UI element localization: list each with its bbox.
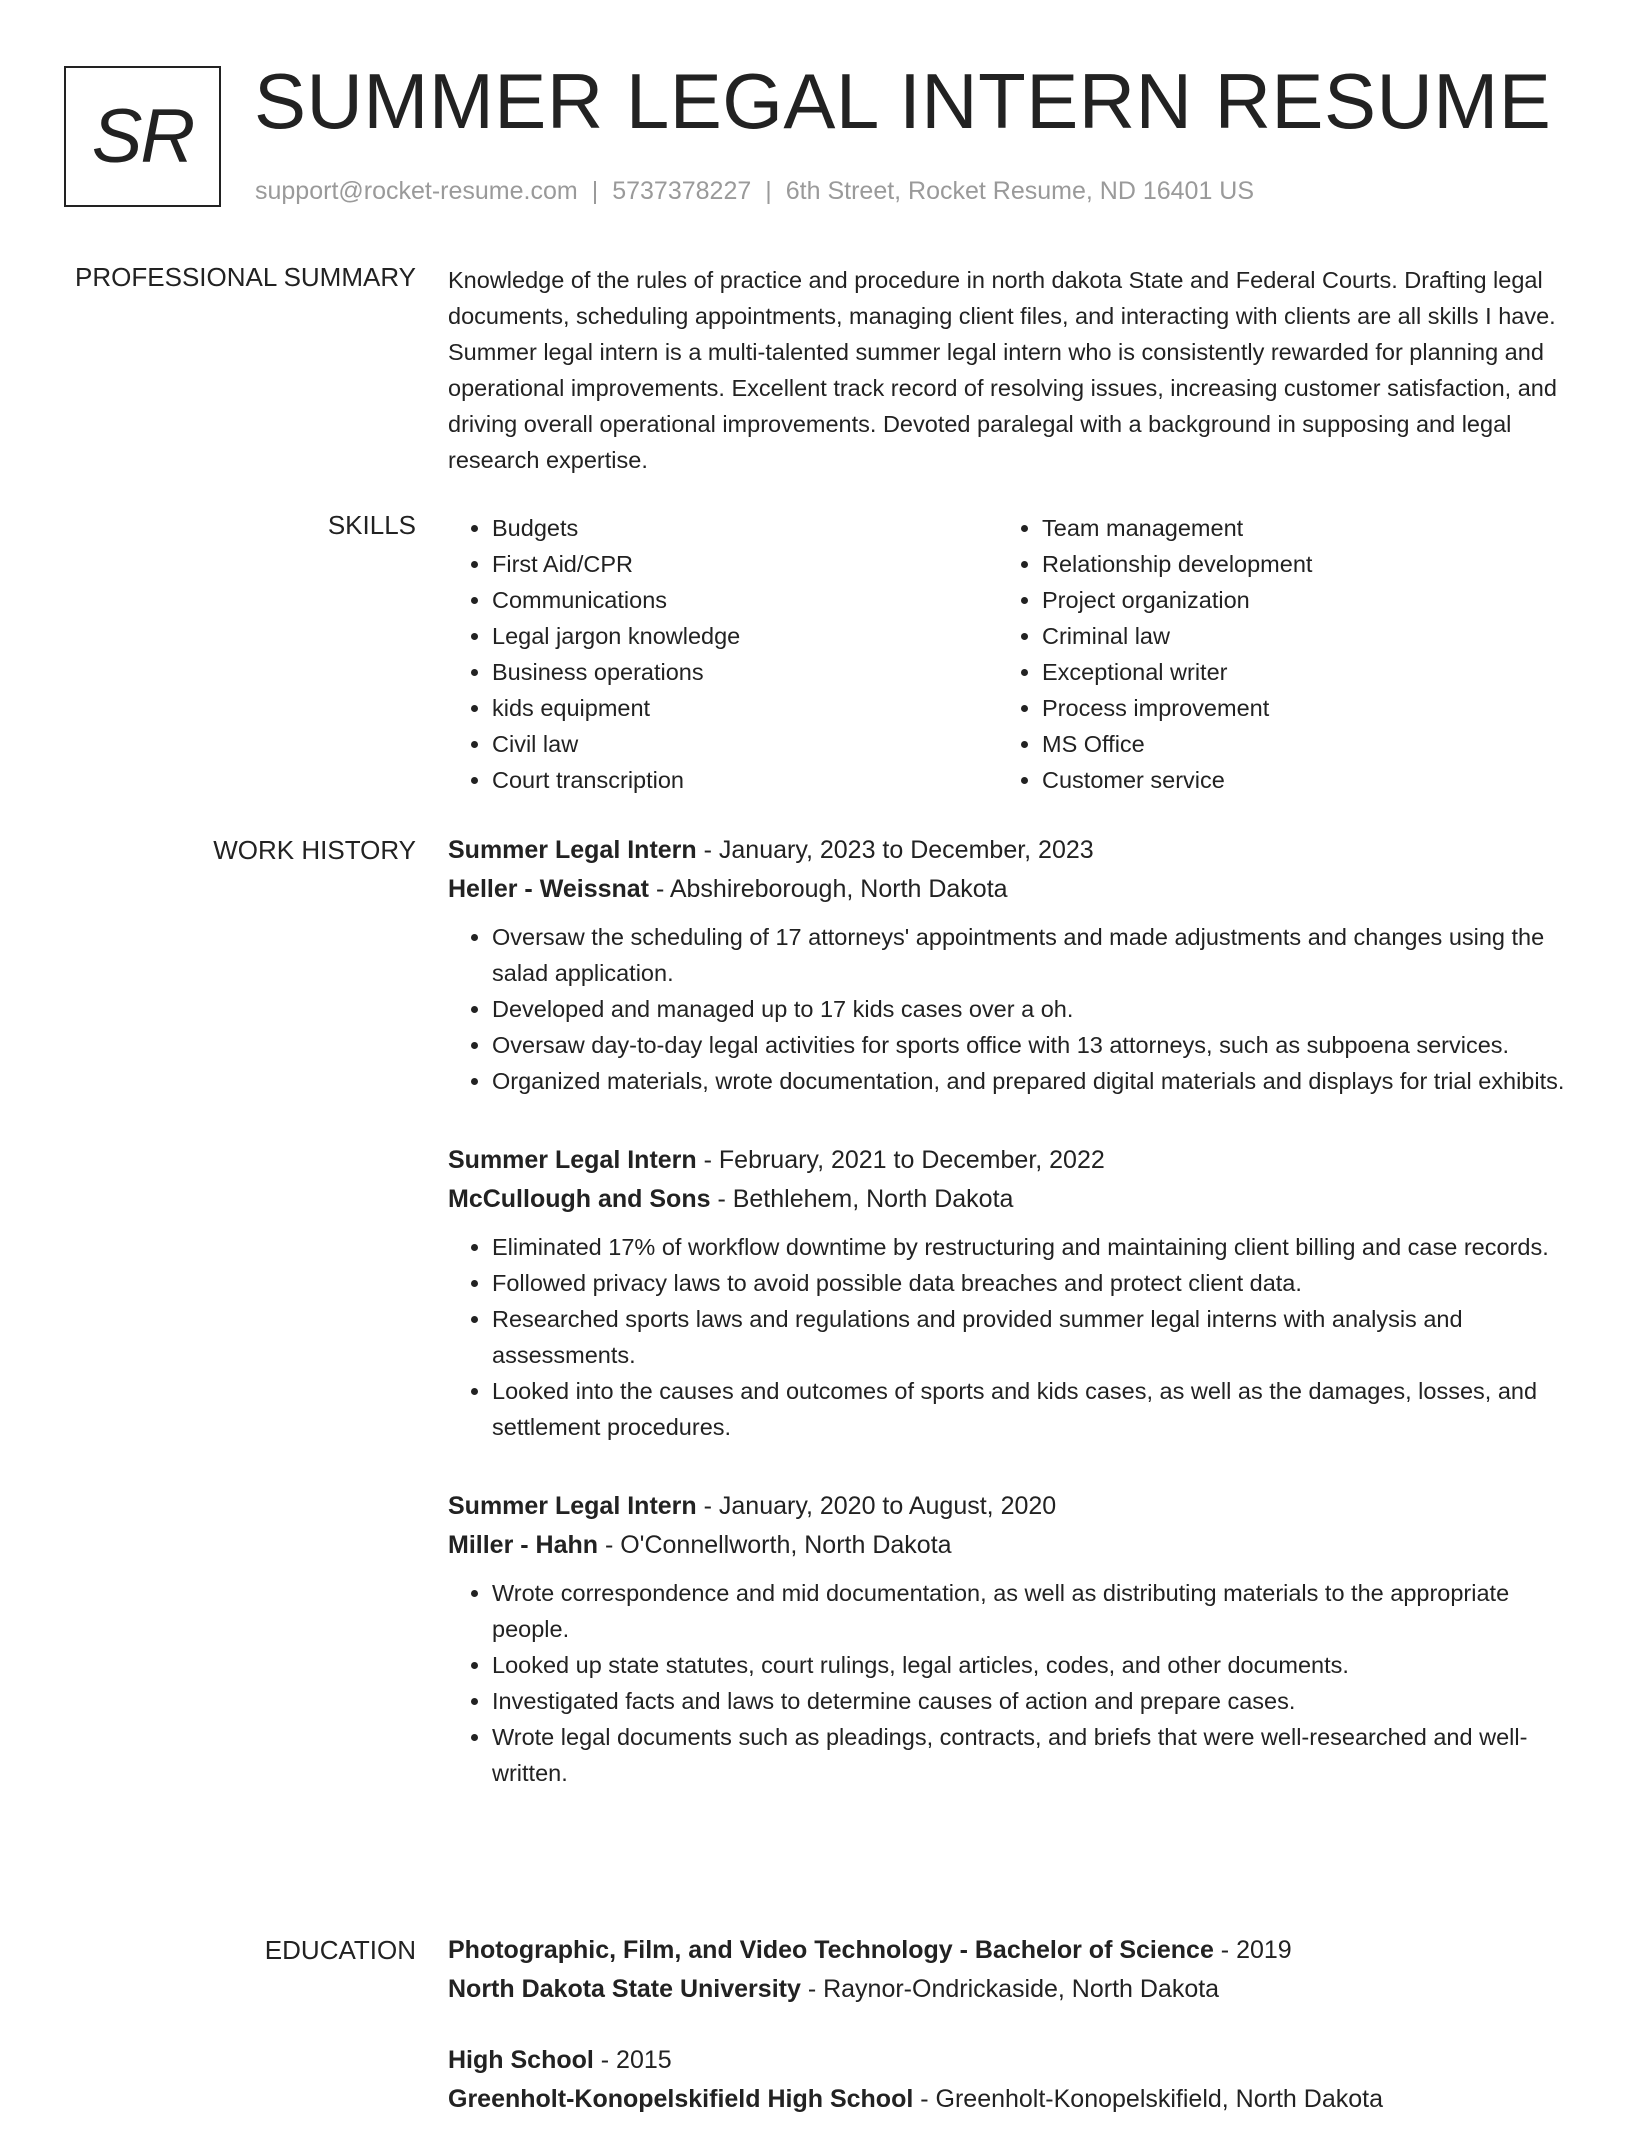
job-bullet: • Investigated facts and laws to determine causes of action and prepare cases. [492,1683,1568,1719]
skill-item: • Process improvement [1042,690,1548,726]
skill-item: • kids equipment [492,690,998,726]
job-bullet: • Wrote legal documents such as pleadings, contracts, and briefs that were well-researched and well-written. [492,1719,1568,1791]
skill-item: • Business operations [492,654,998,690]
job-bullets [448,919,1568,1099]
skills-list-right [998,510,1548,798]
job-bullet: • Eliminated 17% of workflow downtime by restructuring and maintaining client billing and case records. [492,1229,1568,1265]
skill-item: • Project organization [1042,582,1548,618]
job-entry [448,831,1568,1099]
skill-item: • Customer service [1042,762,1548,798]
job-title-line [448,831,1568,870]
section-label-skills: SKILLS [327,510,416,540]
education-entry [448,2041,1568,2119]
skill-item: • Civil law [492,726,998,762]
education-entry [448,1931,1568,2009]
education-school: North Dakota State University [448,1975,801,2003]
job-location: - Abshireborough, North Dakota [649,875,1008,903]
section-label-education: EDUCATION [264,1935,416,1965]
job-location: - O'Connellworth, North Dakota [598,1531,952,1559]
education-school-line [448,1970,1568,2009]
job-company-line [448,870,1568,909]
job-entry [448,1487,1568,1791]
job-company-line [448,1526,1568,1565]
skill-item: • Legal jargon knowledge [492,618,998,654]
job-bullet: • Oversaw day-to-day legal activities for sports office with 13 attorneys, such as subpoena services. [492,1027,1568,1063]
skill-item: • Exceptional writer [1042,654,1548,690]
section-label-summary: PROFESSIONAL SUMMARY [75,262,416,292]
page-title: SUMMER LEGAL INTERN RESUME [254,57,1552,145]
job-company: Heller - Weissnat [448,875,650,903]
job-title-line [448,1141,1568,1180]
job-bullet: • Developed and managed up to 17 kids cases over a oh. [492,991,1568,1027]
job-bullet: • Looked into the causes and outcomes of sports and kids cases, as well as the damages, losses, and settlement procedures. [492,1373,1568,1445]
skill-item: • Communications [492,582,998,618]
education-year: - 2019 [1213,1936,1292,1964]
contact-address: 6th Street, Rocket Resume, ND 16401 US [785,177,1255,205]
section-label-work: WORK HISTORY [213,835,416,865]
job-location: - Bethlehem, North Dakota [710,1185,1014,1213]
monogram-logo: SR [64,66,221,207]
education-school-line [448,2080,1568,2119]
education-location: - Greenholt-Konopelskifield, North Dakota [913,2085,1383,2113]
job-dates: - January, 2023 to December, 2023 [696,836,1094,864]
job-bullets [448,1229,1568,1445]
education-school: Greenholt-Konopelskifield High School [448,2085,914,2113]
job-company-line [448,1180,1568,1219]
job-title: Summer Legal Intern [448,1146,697,1174]
education-year: - 2015 [593,2046,672,2074]
job-bullet: • Followed privacy laws to avoid possible data breaches and protect client data. [492,1265,1568,1301]
education-degree: Photographic, Film, and Video Technology - Bachelor of Science [448,1936,1214,1964]
job-bullet: • Organized materials, wrote documentation, and prepared digital materials and displays for trial exhibits. [492,1063,1568,1099]
contact-email[interactable]: support@rocket-resume.com [255,177,578,205]
job-bullet: • Oversaw the scheduling of 17 attorneys' appointments and made adjustments and changes using the salad application. [492,919,1568,991]
education-degree-line [448,2041,1568,2080]
skill-item: • MS Office [1042,726,1548,762]
skill-item: • Court transcription [492,762,998,798]
skill-item: • Relationship development [1042,546,1548,582]
summary-text: Knowledge of the rules of practice and procedure in north dakota State and Federal Courts. Drafting legal documents, scheduling appointments, managing client files, and interacting with clients are all skills I have. Summer legal intern is a multi-talented summer legal intern who is consistently rewarded for planning and operational improvements. Excellent track record of resolving issues, increasing customer satisfaction, and driving overall operational improvements. Devoted paralegal with a background in supposing and legal research expertise. [448,267,1557,473]
skill-item: • Budgets [492,510,998,546]
job-company: McCullough and Sons [448,1185,711,1213]
job-dates: - January, 2020 to August, 2020 [696,1492,1057,1520]
job-bullet: • Researched sports laws and regulations and provided summer legal interns with analysis and assessments. [492,1301,1568,1373]
skill-item: • Criminal law [1042,618,1548,654]
job-entry [448,1141,1568,1445]
education-location: - Raynor-Ondrickaside, North Dakota [800,1975,1220,2003]
job-title: Summer Legal Intern [448,1492,697,1520]
education-degree-line [448,1931,1568,1970]
job-title-line [448,1487,1568,1526]
education-degree: High School [448,2046,594,2074]
job-bullet: • Wrote correspondence and mid documentation, as well as distributing materials to the appropriate people. [492,1575,1568,1647]
job-bullets [448,1575,1568,1791]
job-bullet: • Looked up state statutes, court rulings, legal articles, codes, and other documents. [492,1647,1568,1683]
contact-phone[interactable]: 5737378227 [612,177,752,205]
job-title: Summer Legal Intern [448,836,697,864]
contact-separator: | [765,177,772,205]
skill-item: • Team management [1042,510,1548,546]
contact-line [255,177,1254,206]
job-dates: - February, 2021 to December, 2022 [696,1146,1105,1174]
contact-separator: | [591,177,599,205]
skill-item: • First Aid/CPR [492,546,998,582]
skills-list-left [448,510,998,798]
job-company: Miller - Hahn [448,1531,599,1559]
